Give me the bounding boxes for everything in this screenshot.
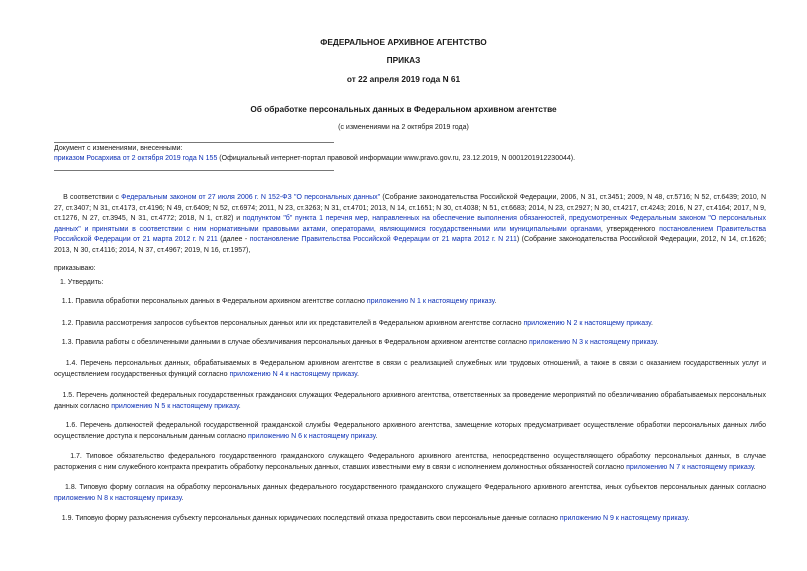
item-1: 1. Утвердить: — [60, 279, 104, 286]
item-1-5 — [54, 391, 766, 412]
item-text: 1.3. Правила работы с обезличенными данными в случае обезличивания персональных данных в Федеральном архивном агентстве согласно — [61, 339, 529, 346]
appendix-7-link[interactable]: приложению N 7 к настоящему приказу — [626, 463, 754, 471]
item-1-7 — [54, 452, 766, 473]
item-end: . — [238, 402, 241, 410]
item-end: . — [494, 298, 497, 305]
amendment-note-rest: (Официальный интернет-портал правовой информации www.pravo.gov.ru, 23.12.2019, N 0001201912230044). — [217, 155, 576, 162]
appendix-3-link[interactable]: приложению N 3 к настоящему приказу — [528, 339, 657, 346]
subpoint-b-link[interactable]: подпунктом "б" пункта 1 перечня мер, направленных на обеспечение выполнения обязанностей, предусмотренных Федеральным законом "О персональных данных" и принятыми в соответствии с ним нормативными правовыми актами, операторами, являющимися государственными или муниципальными органами — [54, 215, 766, 233]
divider-bottom — [54, 170, 334, 171]
intro-text-5: ) (Собрание законодательства Российской Федерации, 2012, N 14, ст.1626; 2013, N 30, ст.4116; 2014, N 37, ст.4967; 2019, N 16, ст.1957), — [54, 236, 767, 254]
amendment-note-label: Документ с изменениями, внесенными: — [54, 145, 183, 152]
intro-paragraph — [54, 193, 766, 257]
order-date: от 22 апреля 2019 года N 61 — [346, 74, 461, 84]
item-1-4 — [54, 359, 766, 380]
item-text: 1.5. Перечень должностей федеральных государственных гражданских служащих Федерального архивного агентства, ответственных за проведение мероприятий по обезличиванию обрабатываемых персональных данных согласно — [54, 392, 767, 410]
item-1-2 — [54, 319, 766, 330]
appendix-5-link[interactable]: приложению N 5 к настоящему приказу — [111, 402, 239, 410]
item-end: . — [656, 339, 659, 346]
ordered-line: приказываю: — [54, 265, 96, 272]
item-1-3 — [54, 338, 766, 349]
item-1-8 — [54, 483, 766, 504]
item-end: . — [650, 320, 653, 327]
item-text: 1.2. Правила рассмотрения запросов субъектов персональных данных или их представителей в Федеральном архивном агентстве согласно — [61, 320, 524, 327]
order-subject: Об обработке персональных данных в Федеральном архивном агентстве — [250, 104, 557, 114]
resolution-211-link[interactable]: постановлением Правительства Российской Федерации от 21 марта 2012 г. N 211 — [54, 225, 766, 244]
item-text: 1.6. Перечень должностей федеральной государственной гражданской службы Федерального архивного агентства, замещение которых предусматривает осуществление обработки персональных данных либо осуществление доступа к персональным данным согласно — [54, 422, 766, 440]
appendix-8-link[interactable]: приложению N 8 к настоящему приказу — [54, 494, 182, 502]
item-end: . — [375, 432, 378, 440]
order-title: ПРИКАЗ — [386, 55, 421, 65]
resolution-211-link-2[interactable]: постановление Правительства Российской Федерации от 21 марта 2012 г. N 211 — [249, 236, 517, 244]
appendix-1-link[interactable]: приложению N 1 к настоящему приказу — [366, 298, 495, 305]
item-1-6 — [54, 421, 766, 442]
item-1-1 — [54, 297, 766, 308]
intro-text-1: В соответствии с — [63, 194, 122, 201]
item-text: 1.8. Типовую форму согласия на обработку персональных данных федерального государственного гражданского служащего Федерального архивного агентства, иных субъектов персональных данных согласно — [65, 484, 767, 491]
item-text: 1.4. Перечень персональных данных, обрабатываемых в Федеральном архивном агентстве в связи с реализацией служебных или трудовых отношений, а также в связи с оказанием государственных услуг и осуществлением государственных функций согласно — [54, 360, 767, 378]
appendix-4-link[interactable]: приложению N 4 к настоящему приказу — [229, 370, 357, 378]
appendix-2-link[interactable]: приложению N 2 к настоящему приказу — [523, 320, 651, 327]
item-text: 1.7. Типовое обязательство федерального государственного гражданского служащего Федерального архивного агентства, непосредственно осуществляющего обработку персональных данных, в случае расторжения с ним служебного контракта прекратить обработку персональных данных, ставших известными ему в связи с исполнением должностных обязанностей согласно — [54, 453, 767, 471]
item-end: . — [687, 515, 690, 522]
amendment-order-link[interactable]: приказом Росархива от 2 октября 2019 года N 155 — [54, 155, 218, 162]
intro-text-4: (далее - — [217, 236, 250, 244]
item-1-9 — [54, 514, 766, 525]
amendments-note: (с изменениями на 2 октября 2019 года) — [338, 124, 469, 131]
item-text: 1.9. Типовую форму разъяснения субъекту персональных данных юридических последствий отказа предоставить свои персональные данные согласно — [61, 515, 560, 522]
item-text: 1.1. Правила обработки персональных данных в Федеральном архивном агентстве согласно — [61, 298, 367, 305]
item-end: . — [181, 494, 184, 502]
law-152-link[interactable]: Федеральным законом от 27 июля 2006 г. N 152-ФЗ "О персональных данных" — [121, 194, 381, 201]
divider-top — [54, 142, 334, 143]
amendment-note-source — [54, 154, 575, 164]
intro-text-2: (Собрание законодательства Российской Федерации, 2006, N 31, ст.3451; 2009, N 48, ст.5716; N 52, ст.6439; 2010, N 27, ст.3407; N 31, ст.4173, ст.4196; N 49, ст.6409; N 52, ст.6974; 2011, N 23, ст.3263; N 31, ст.4701; 2013, N 14, ст.1651; N 30, ст.4038; N 51, ст.6683; 2014, N 23, ст.2927; N 30, ст.4217, ст.4243; 2016, N 27, ст.4164; 2017, N 9, ст.1276, N 27, ст.3945, N 31, ст.4772; 2018, N 1, ст.82) и — [54, 194, 767, 223]
intro-text-3: , утвержденного — [600, 225, 660, 233]
item-end: . — [753, 463, 756, 471]
appendix-9-link[interactable]: приложению N 9 к настоящему приказу — [559, 515, 688, 522]
appendix-6-link[interactable]: приложению N 6 к настоящему приказу — [247, 432, 376, 440]
agency-title: ФЕДЕРАЛЬНОЕ АРХИВНОЕ АГЕНТСТВО — [320, 37, 487, 47]
item-end: . — [356, 370, 359, 378]
